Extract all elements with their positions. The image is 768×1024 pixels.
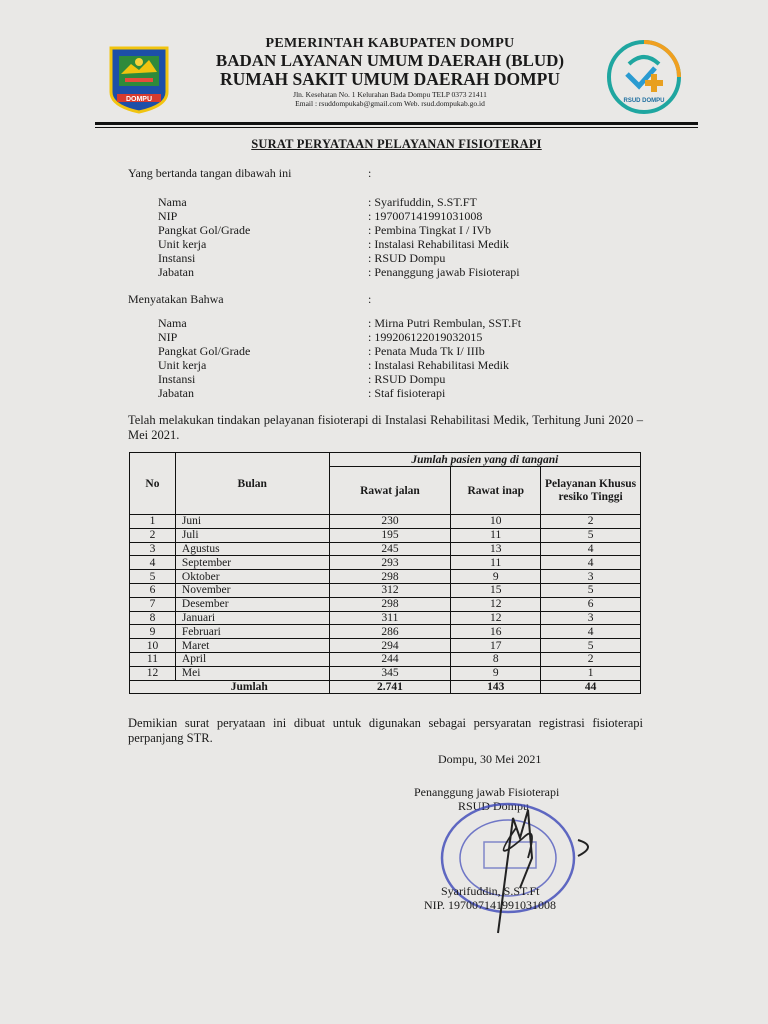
p1-position-value: : Penanggung jawab Fisioterapi bbox=[368, 265, 520, 279]
letterhead bbox=[190, 37, 590, 108]
row-outpatient: 298 bbox=[329, 597, 451, 611]
p2-name-label: Nama bbox=[158, 316, 187, 330]
total-inpatient: 143 bbox=[451, 680, 541, 694]
row-inpatient: 17 bbox=[451, 639, 541, 653]
row-special: 2 bbox=[541, 652, 641, 666]
table-row bbox=[130, 625, 641, 639]
col-outpatient-header: Rawat jalan bbox=[329, 467, 451, 515]
p1-rank-label: Pangkat Gol/Grade bbox=[158, 223, 251, 237]
row-outpatient: 230 bbox=[329, 515, 451, 529]
signer-nip: NIP. 197007141991031008 bbox=[424, 898, 557, 912]
p2-nip-label: NIP bbox=[158, 330, 178, 344]
row-inpatient: 12 bbox=[451, 611, 541, 625]
row-outpatient: 294 bbox=[329, 639, 451, 653]
row-inpatient: 15 bbox=[451, 583, 541, 597]
gov-name: PEMERINTAH KABUPATEN DOMPU bbox=[265, 36, 515, 51]
row-special: 5 bbox=[541, 583, 641, 597]
row-month: April bbox=[175, 652, 329, 666]
row-special: 5 bbox=[541, 639, 641, 653]
row-no: 6 bbox=[130, 583, 176, 597]
row-outpatient: 286 bbox=[329, 625, 451, 639]
row-month: Desember bbox=[175, 597, 329, 611]
col-inpatient-header: Rawat inap bbox=[451, 467, 541, 515]
table-row bbox=[130, 597, 641, 611]
table-row bbox=[130, 542, 641, 556]
col-month-header: Bulan bbox=[175, 453, 329, 515]
header-rule-thick bbox=[95, 122, 698, 125]
row-no: 8 bbox=[130, 611, 176, 625]
row-month: September bbox=[175, 556, 329, 570]
row-inpatient: 13 bbox=[451, 542, 541, 556]
row-no: 4 bbox=[130, 556, 176, 570]
row-inpatient: 12 bbox=[451, 597, 541, 611]
p1-name-value: : Syarifuddin, S.ST.FT bbox=[368, 195, 477, 209]
table-row bbox=[130, 528, 641, 542]
letter-title: SURAT PERYATAAN PELAYANAN FISIOTERAPI bbox=[251, 137, 542, 151]
row-no: 10 bbox=[130, 639, 176, 653]
intro-label: Yang bertanda tangan dibawah ini bbox=[128, 166, 292, 180]
row-month: Mei bbox=[175, 666, 329, 680]
official-stamp bbox=[428, 798, 600, 948]
total-special: 44 bbox=[541, 680, 641, 694]
table-row bbox=[130, 556, 641, 570]
row-month: Juni bbox=[175, 515, 329, 529]
table-row bbox=[130, 639, 641, 653]
statement-paragraph: Telah melakukan tindakan pelayanan fisioterapi di Instalasi Rehabilitasi Medik, Terhitung Juni 2020 – Mei 2021. bbox=[128, 413, 643, 442]
signer-org: RSUD Dompu bbox=[458, 799, 530, 813]
p2-nip-value: : 199206122019032015 bbox=[368, 330, 483, 344]
place-date: Dompu, 30 Mei 2021 bbox=[438, 752, 542, 766]
p2-unit-value: : Instalasi Rehabilitasi Medik bbox=[368, 358, 509, 372]
row-no: 11 bbox=[130, 652, 176, 666]
row-no: 1 bbox=[130, 515, 176, 529]
agency-name: BADAN LAYANAN UMUM DAERAH (BLUD) bbox=[215, 50, 565, 70]
row-outpatient: 293 bbox=[329, 556, 451, 570]
row-month: Oktober bbox=[175, 570, 329, 584]
contact: Email : rsuddompukab@gmail.com Web. rsud.dompukab.go.id bbox=[295, 98, 485, 108]
row-no: 2 bbox=[130, 528, 176, 542]
row-month: Februari bbox=[175, 625, 329, 639]
row-outpatient: 345 bbox=[329, 666, 451, 680]
row-inpatient: 9 bbox=[451, 666, 541, 680]
declare-colon: : bbox=[368, 292, 372, 306]
row-no: 7 bbox=[130, 597, 176, 611]
p1-nip-value: : 197007141991031008 bbox=[368, 209, 483, 223]
row-no: 9 bbox=[130, 625, 176, 639]
row-outpatient: 245 bbox=[329, 542, 451, 556]
table-body bbox=[130, 515, 641, 681]
row-month: Maret bbox=[175, 639, 329, 653]
row-outpatient: 195 bbox=[329, 528, 451, 542]
regency-logo bbox=[103, 44, 175, 114]
row-special: 4 bbox=[541, 625, 641, 639]
hospital-logo-text: RSUD DOMPU bbox=[623, 98, 665, 104]
p1-institution-label: Instansi bbox=[158, 251, 196, 265]
row-special: 3 bbox=[541, 570, 641, 584]
closing-paragraph: Demikian surat peryataan ini dibuat untuk digunakan sebagai persyaratan registrasi fisioterapi perpanjang STR. bbox=[128, 716, 643, 745]
p2-name-value: : Mirna Putri Rembulan, SST.Ft bbox=[368, 316, 522, 330]
row-inpatient: 10 bbox=[451, 515, 541, 529]
p1-unit-label: Unit kerja bbox=[158, 237, 207, 251]
p1-unit-value: : Instalasi Rehabilitasi Medik bbox=[368, 237, 509, 251]
p2-rank-label: Pangkat Gol/Grade bbox=[158, 344, 251, 358]
table-row bbox=[130, 515, 641, 529]
p1-nip-label: NIP bbox=[158, 209, 178, 223]
row-inpatient: 11 bbox=[451, 556, 541, 570]
p1-position-label: Jabatan bbox=[158, 265, 194, 279]
p2-position-label: Jabatan bbox=[158, 386, 194, 400]
p1-name-label: Nama bbox=[158, 195, 187, 209]
row-outpatient: 244 bbox=[329, 652, 451, 666]
row-month: Juli bbox=[175, 528, 329, 542]
row-special: 2 bbox=[541, 515, 641, 529]
row-special: 5 bbox=[541, 528, 641, 542]
header-rule-thin bbox=[95, 127, 698, 128]
hospital-logo bbox=[605, 38, 683, 116]
patient-table bbox=[129, 452, 641, 694]
signer-role: Penanggung jawab Fisioterapi bbox=[414, 785, 560, 799]
row-special: 6 bbox=[541, 597, 641, 611]
row-special: 1 bbox=[541, 666, 641, 680]
col-no-header: No bbox=[130, 453, 176, 515]
row-month: Agustus bbox=[175, 542, 329, 556]
row-outpatient: 298 bbox=[329, 570, 451, 584]
row-no: 3 bbox=[130, 542, 176, 556]
total-label: Jumlah bbox=[130, 680, 330, 694]
row-special: 4 bbox=[541, 542, 641, 556]
declare-label: Menyatakan Bahwa bbox=[128, 292, 224, 306]
row-inpatient: 8 bbox=[451, 652, 541, 666]
total-row bbox=[130, 680, 641, 694]
address: Jln. Kesehatan No. 1 Kelurahan Bada Dompu TELP 0373 21411 bbox=[293, 89, 487, 99]
table-row bbox=[130, 583, 641, 597]
row-month: Januari bbox=[175, 611, 329, 625]
table-row bbox=[130, 666, 641, 680]
patient-count-group-header: Jumlah pasien yang di tangani bbox=[329, 453, 640, 467]
regency-logo-text: DOMPU bbox=[125, 96, 153, 103]
total-outpatient: 2.741 bbox=[329, 680, 451, 694]
table-row bbox=[130, 570, 641, 584]
row-no: 5 bbox=[130, 570, 176, 584]
p2-position-value: : Staf fisioterapi bbox=[368, 386, 446, 400]
p1-rank-value: : Pembina Tingkat I / IVb bbox=[368, 223, 492, 237]
p1-institution-value: : RSUD Dompu bbox=[368, 251, 446, 265]
table-row bbox=[130, 652, 641, 666]
row-inpatient: 16 bbox=[451, 625, 541, 639]
row-inpatient: 9 bbox=[451, 570, 541, 584]
signer-name: Syarifuddin, S.ST.Ft bbox=[441, 884, 540, 898]
row-outpatient: 311 bbox=[329, 611, 451, 625]
row-no: 12 bbox=[130, 666, 176, 680]
intro-colon: : bbox=[368, 166, 372, 180]
p2-rank-value: : Penata Muda Tk I/ IIIb bbox=[368, 344, 485, 358]
row-outpatient: 312 bbox=[329, 583, 451, 597]
p2-institution-value: : RSUD Dompu bbox=[368, 372, 446, 386]
col-special-header: Pelayanan Khusus resiko Tinggi bbox=[541, 467, 641, 515]
hospital-name: RUMAH SAKIT UMUM DAERAH DOMPU bbox=[220, 68, 560, 89]
p2-institution-label: Instansi bbox=[158, 372, 196, 386]
row-special: 3 bbox=[541, 611, 641, 625]
row-special: 4 bbox=[541, 556, 641, 570]
p2-unit-label: Unit kerja bbox=[158, 358, 207, 372]
table-row bbox=[130, 611, 641, 625]
row-month: November bbox=[175, 583, 329, 597]
row-inpatient: 11 bbox=[451, 528, 541, 542]
